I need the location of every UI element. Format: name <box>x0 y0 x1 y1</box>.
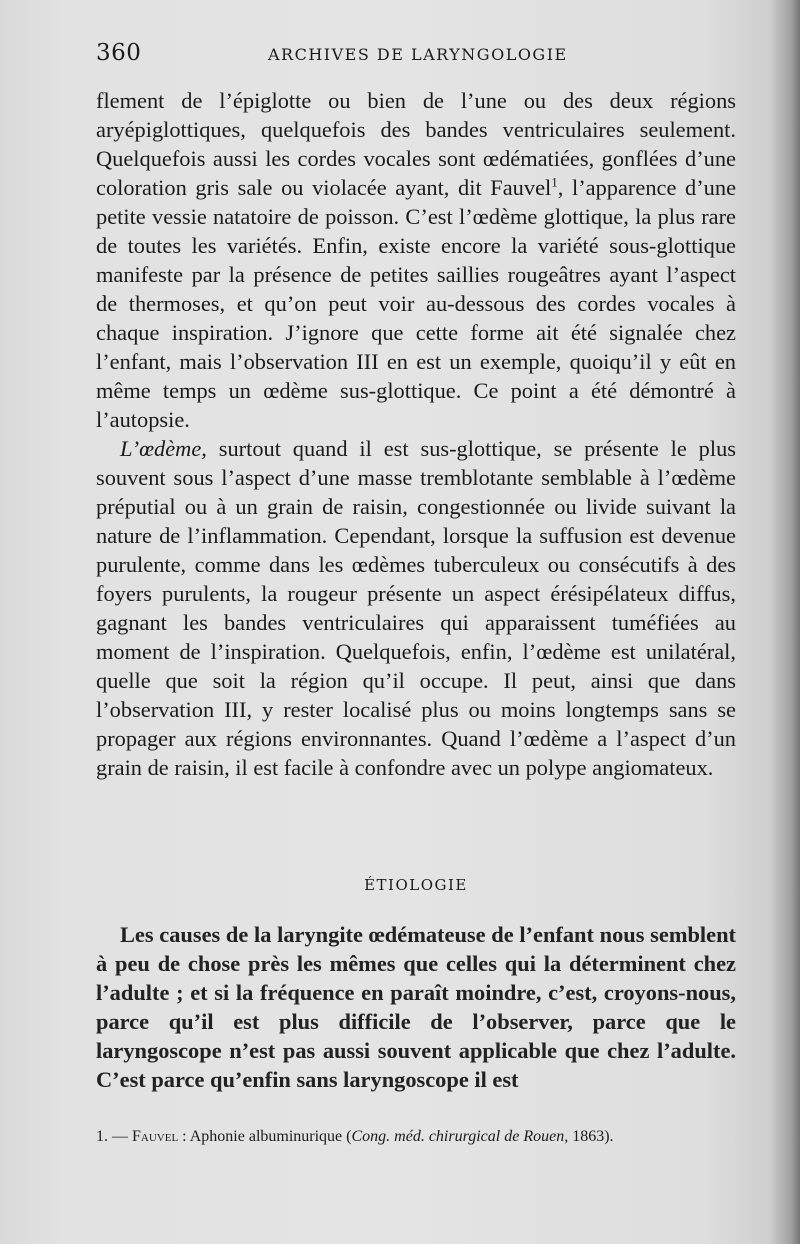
paragraph-1 <box>96 86 736 434</box>
paragraph-1-rest: , l’apparence d’une petite vessie natatoire de poisson. C’est l’œdème glottique, la plus rare de toutes les variétés. Enfin, existe encore la variété sous-glottique manifeste par la présence de petites saillies rougeâtres ayant l’aspect de thermoses, et qu’on peut voir au-dessous des cordes vocales à chaque inspiration. J’ignore que cette forme ait été signalée chez l’enfant, mais l’observation III en est un exemple, quoiqu’il y eût en même temps un œdème sus-glottique. Ce point a été démontré à l’autopsie. <box>96 175 737 432</box>
footnote-source: Cong. méd. chirurgical de Rouen, <box>351 1128 569 1145</box>
footnote-author: Fauvel <box>132 1128 179 1145</box>
section-heading: ÉTIOLOGIE <box>364 876 468 894</box>
etiology-text <box>96 920 736 1094</box>
paragraph-2-text: surtout quand il est sus-glottique, se présente le plus souvent sous l’aspect d’une masse tremblotante semblable à l’œdème préputial ou à un grain de raisin, congestionnée ou livide suivant la nature de l’inflammation. Cependant, lorsque la suffusion est devenue purulente, comme dans les œdèmes tuberculeux ou consécutifs à des foyers purulents, la rougeur présente un aspect érésipélateux diffus, gagnant les bandes ventriculaires qui apparaissent tuméfiées au moment de l’inspiration. Quelquefois, enfin, l’œdème est unilatéral, quelle que soit la région qu’il occupe. Il peut, ainsi que dans l’observation III, y rester localisé plus ou moins longtemps sans se propager aux régions environnantes. Quand l’œdème a l’aspect d’un grain de raisin, il est facile à confondre avec un polype angiomateux. <box>96 436 736 780</box>
footnote-year: 1863). <box>568 1128 614 1145</box>
footnote-marker: 1. — <box>96 1128 132 1145</box>
footnote <box>96 1126 736 1148</box>
paragraph-2 <box>96 434 736 782</box>
footnote-title: : Aphonie albuminurique ( <box>178 1128 352 1145</box>
page-header <box>96 40 736 74</box>
running-title: ARCHIVES DE LARYNGOLOGIE <box>268 45 568 64</box>
footnote-reference[interactable]: 1 <box>551 174 558 190</box>
paragraph-1-text: flement de l’épiglotte ou bien de l’une ou des deux régions aryépiglottiques, quelquefois des bandes ventriculaires seulement. Quelquefois aussi les cordes vocales sont œdématiées, gonflées d’une coloration gris sale ou violacée ayant, dit Fauvel <box>96 88 736 200</box>
etiology-paragraph: Les causes de la laryngite œdémateuse de l’enfant nous semblent à peu de chose près les mêmes que celles qui la déterminent chez l’adulte ; et si la fréquence en paraît moindre, c’est, croyons-nous, parce qu’il est plus difficile de l’observer, parce que le laryngoscope n’est pas aussi souvent applicable que chez l’adulte. C’est parce qu’enfin sans laryngoscope il est <box>96 922 736 1092</box>
page-number: 360 <box>96 40 142 66</box>
paragraph-2-lead: L’œdème, <box>120 436 207 461</box>
body-text <box>96 86 736 782</box>
